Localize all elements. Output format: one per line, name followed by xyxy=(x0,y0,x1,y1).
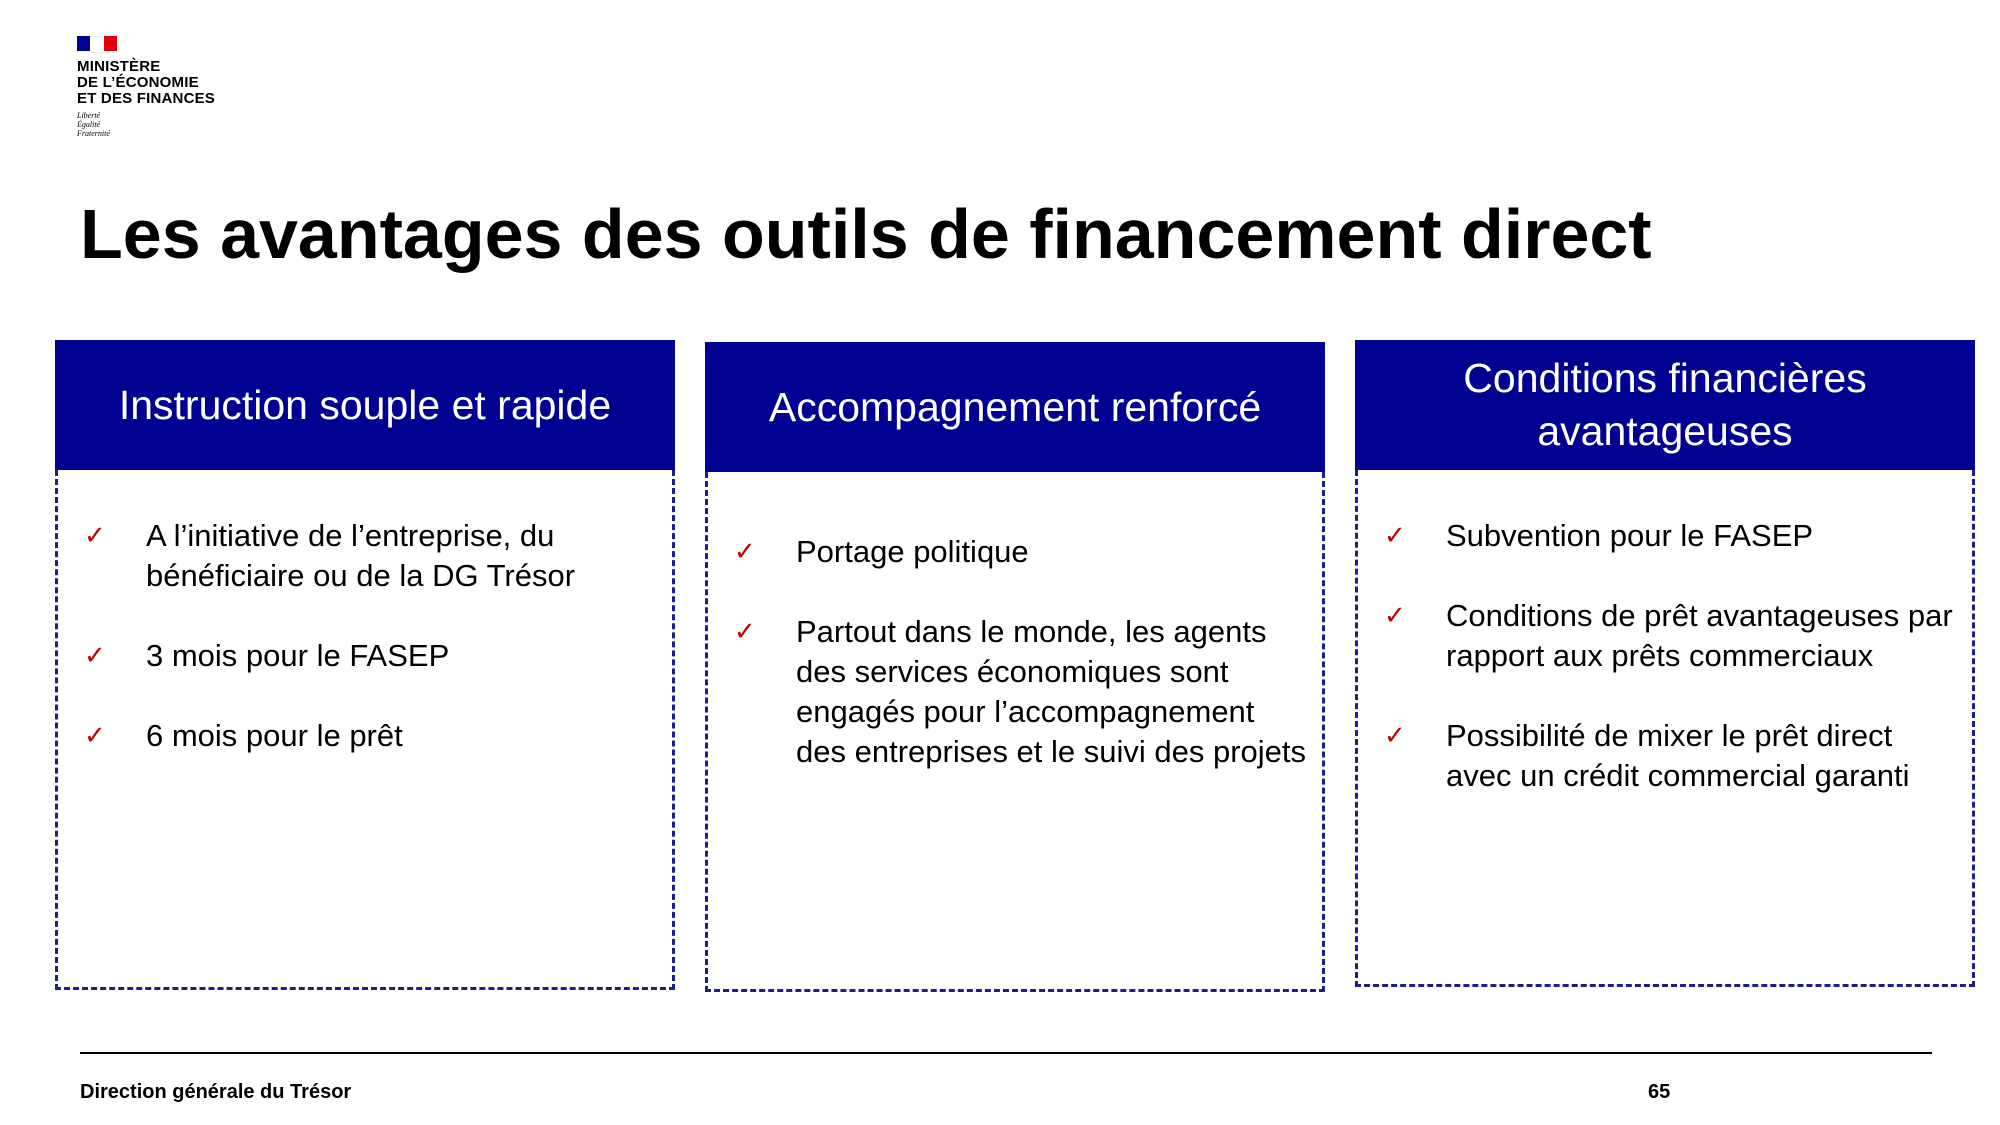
checkmark-icon: ✓ xyxy=(1384,601,1406,631)
ministry-logo xyxy=(77,36,277,138)
list-item xyxy=(734,532,1312,572)
checkmark-icon: ✓ xyxy=(1384,721,1406,751)
checkmark-icon: ✓ xyxy=(84,521,106,551)
motto-fraternite: Fraternité xyxy=(77,129,110,138)
column-body xyxy=(705,472,1325,992)
column-header xyxy=(55,340,675,470)
column-header xyxy=(705,342,1325,472)
column-header-label: Conditions financières avantageuses xyxy=(1463,355,1867,454)
page-number: 65 xyxy=(1648,1081,1671,1103)
column-conditions xyxy=(1355,340,1975,987)
list-item xyxy=(84,516,662,596)
list-item xyxy=(84,636,662,676)
list-item-text: 3 mois pour le FASEP xyxy=(146,638,450,673)
ministry-name-line-1: MINISTÈRE xyxy=(77,58,161,75)
list-item xyxy=(734,612,1312,772)
list-item xyxy=(1384,516,1962,556)
column-body xyxy=(1355,470,1975,987)
list-item-text: Subvention pour le FASEP xyxy=(1446,518,1814,553)
list-item xyxy=(1384,596,1962,676)
column-header-label: Accompagnement renforcé xyxy=(768,383,1262,430)
checkmark-icon: ✓ xyxy=(1384,521,1406,551)
column-header xyxy=(1355,340,1975,470)
motto-egalite: Égalité xyxy=(77,120,101,129)
ministry-name-line-3: ET DES FINANCES xyxy=(77,90,216,107)
checkmark-icon: ✓ xyxy=(734,617,756,647)
column-accompagnement xyxy=(705,342,1325,992)
column-body xyxy=(55,470,675,990)
french-flag-icon xyxy=(77,36,117,51)
checkmark-icon: ✓ xyxy=(84,721,106,751)
list-item-text: Portage politique xyxy=(796,534,1029,569)
footer-divider xyxy=(80,1052,1932,1054)
column-instruction xyxy=(55,340,675,990)
list-item-text: 6 mois pour le prêt xyxy=(146,718,403,753)
checkmark-icon: ✓ xyxy=(84,641,106,671)
column-header-label: Instruction souple et rapide xyxy=(118,381,612,428)
motto xyxy=(77,111,277,138)
checkmark-icon: ✓ xyxy=(734,537,756,567)
motto-liberte: Liberté xyxy=(77,111,101,120)
ministry-name-line-2: DE L’ÉCONOMIE xyxy=(77,74,199,91)
list-item xyxy=(84,716,662,756)
footer-organization: Direction générale du Trésor xyxy=(80,1081,352,1103)
list-item-text: Possibilité de mixer le prêt direct avec un crédit commercial garanti xyxy=(1446,718,1910,793)
list-item-text: A l’initiative de l’entreprise, du bénéficiaire ou de la DG Trésor xyxy=(146,518,576,593)
list-item-text: Conditions de prêt avantageuses par rapport aux prêts commerciaux xyxy=(1446,598,1953,673)
slide-title: Les avantages des outils de financement direct xyxy=(80,195,1652,273)
list-item xyxy=(1384,716,1962,796)
list-item-text: Partout dans le monde, les agents des services économiques sont engagés pour l’accompagnement des entreprises et le suivi des projets xyxy=(796,614,1307,769)
